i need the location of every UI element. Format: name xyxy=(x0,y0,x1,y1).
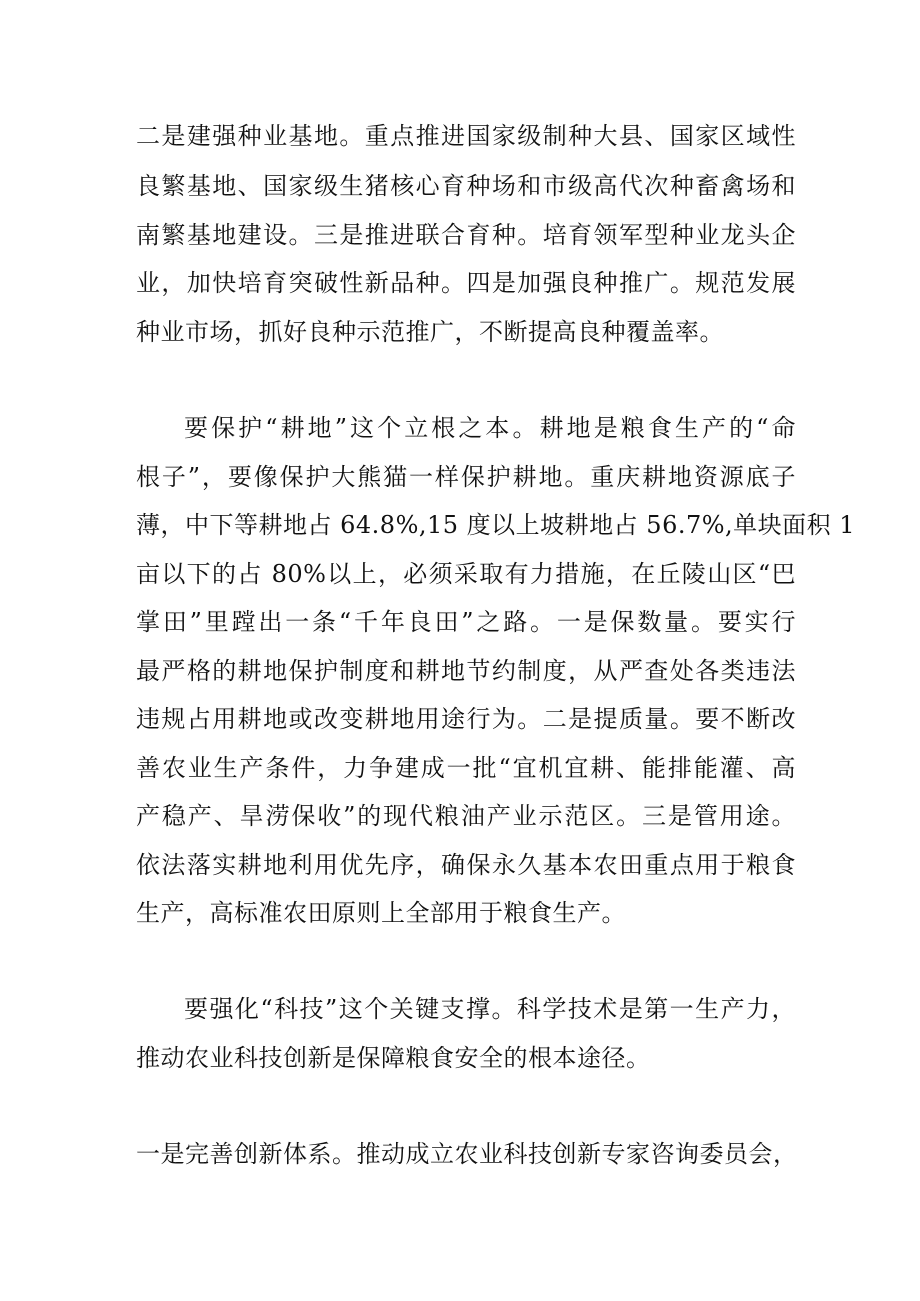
text-line: 违规占用耕地或改变耕地用途行为。二是提质量。要不断改 xyxy=(136,705,796,733)
text-line: 依法落实耕地利用优先序，确保永久基本农田重点用于粮食 xyxy=(136,851,796,879)
text-line: 善农业生产条件，力争建成一批“宜机宜耕、能排能灌、高 xyxy=(136,754,796,782)
text-line: 要强化“科技”这个关键支撑。科学技术是第一生产力， xyxy=(184,995,796,1023)
text-line: 亩以下的占 80%以上，必须采取有力措施，在丘陵山区“巴 xyxy=(136,560,796,588)
text-line: 生产，高标准农田原则上全部用于粮食生产。 xyxy=(136,899,626,927)
text-line: 掌田”里蹚出一条“千年良田”之路。一是保数量。要实行 xyxy=(136,608,796,636)
text-line: 业，加快培育突破性新品种。四是加强良种推广。规范发展 xyxy=(136,269,796,297)
text-line: 南繁基地建设。三是推进联合育种。培育领军型种业龙头企 xyxy=(136,221,796,249)
text-line: 要保护“耕地”这个立根之本。耕地是粮食生产的“命 xyxy=(184,414,796,442)
text-line: 种业市场，抓好良种示范推广，不断提高良种覆盖率。 xyxy=(136,318,724,346)
text-line: 最严格的耕地保护制度和耕地节约制度，从严查处各类违法 xyxy=(136,657,796,685)
text-line: 产稳产、旱涝保收”的现代粮油产业示范区。三是管用途。 xyxy=(136,802,796,830)
text-line: 根子”，要像保护大熊猫一样保护耕地。重庆耕地资源底子 xyxy=(136,463,796,491)
text-line: 一是完善创新体系。推动成立农业科技创新专家咨询委员会， xyxy=(136,1140,798,1168)
text-line: 良繁基地、国家级生猪核心育种场和市级高代次种畜禽场和 xyxy=(136,172,796,200)
text-line: 薄，中下等耕地占 64.8%,15 度以上坡耕地占 56.7%,单块面积 1 xyxy=(136,511,856,539)
text-line: 二是建强种业基地。重点推进国家级制种大县、国家区域性 xyxy=(136,122,796,150)
text-line: 推动农业科技创新是保障粮食安全的根本途径。 xyxy=(136,1044,651,1072)
